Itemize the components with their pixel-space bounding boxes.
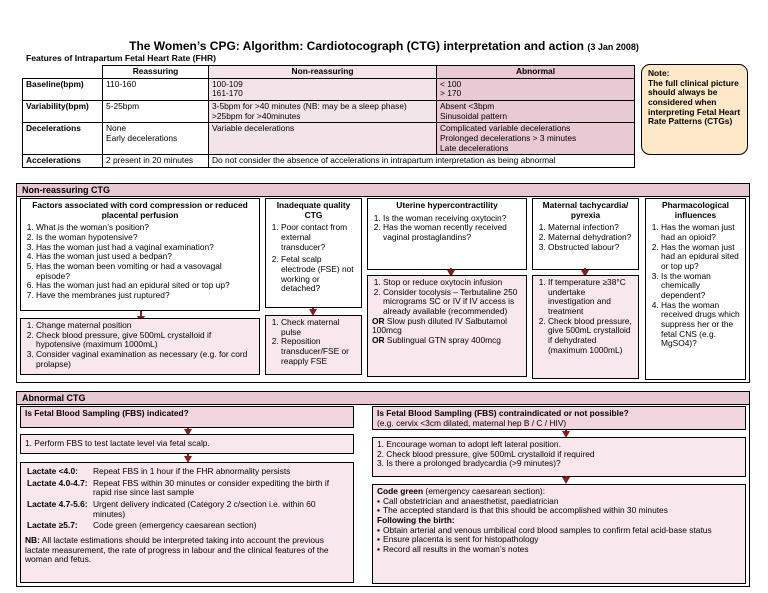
tachy-question-list [537, 223, 634, 252]
title-date: (3 Jan 2008) [587, 42, 639, 52]
quality-question-list [270, 223, 357, 294]
list-item: ▪ The accepted standard is that this should be accomplished within 30 minutes [377, 506, 741, 516]
list-item: ▪ Obtain arterial and venous umbilical cord blood samples to confirm fetal acid-base status [377, 526, 741, 536]
cord-questions-box [20, 198, 260, 311]
table-row [23, 155, 635, 168]
list-item: 2. Is the woman hypotensive? [36, 233, 255, 243]
list-item: 2. Check blood pressure, give 500mL crystalloid if dehydrated (maximum 1000mL) [548, 317, 634, 356]
uterine-or-2: OR Sublingual GTN spray 400mcg [372, 334, 501, 345]
list-item: 1. Is the woman receiving oxytocin? [383, 214, 522, 224]
code-green-list [377, 497, 741, 516]
list-item: 3. Is the woman chemically dependent? [661, 272, 741, 301]
tachy-questions-box [532, 198, 639, 270]
list-item: 1. If temperature ≥38°C undertake investigation and treatment [548, 278, 634, 317]
table-subtitle: Features of Intrapartum Fetal Heart Rate (FHR) [26, 53, 217, 63]
list-item: 3. Consider vaginal examination as necessary (e.g. for cord prolapse) [36, 350, 255, 369]
cell: 110-160 [103, 78, 209, 100]
table-row [23, 78, 635, 100]
list-item: 6. Has the woman just had an epidural sited or top up? [36, 281, 255, 291]
abnormal-heading: Abnormal CTG [16, 391, 750, 405]
lactate-box [20, 462, 354, 583]
fbs-contra-box [372, 406, 746, 430]
fbs-indicated-box: Is Fetal Blood Sampling (FBS) indicated? [20, 406, 354, 428]
following-birth-list [377, 526, 741, 555]
cell: 5-25bpm [103, 100, 209, 122]
uterine-questions-box [367, 198, 527, 270]
list-item: 2. Maternal dehydration? [548, 233, 634, 243]
table-header-row [23, 66, 635, 79]
row-label-decelerations: Decelerations [23, 123, 103, 155]
list-item: 2. Has the woman recently received vaginal prostaglandins? [383, 223, 522, 242]
list-item: 1. Maternal infection? [548, 223, 634, 233]
cord-actions-box [20, 318, 260, 375]
table-row [23, 100, 635, 122]
code-green-box [372, 484, 746, 584]
down-arrow-icon [562, 477, 570, 484]
list-item: 2. Fetal scalp electrode (FSE) not working or detached? [281, 255, 357, 294]
code-green-heading: Code green (emergency caesarean section): [377, 486, 546, 496]
cell: 2 present in 20 minutes [103, 155, 209, 168]
uterine-actions-box [367, 275, 527, 377]
list-item: 4. Has the woman just used a bedpan? [36, 252, 255, 262]
list-item: 3. Obstructed labour? [548, 243, 634, 253]
tachy-actions-box [532, 275, 639, 379]
fbs-contra-title: Is Fetal Blood Sampling (FBS) contraindicated or not possible? [377, 408, 629, 418]
table-row: Lactate ≥5.7: Code green (emergency caesarean section) [27, 520, 257, 531]
header-abnormal: Abnormal [437, 66, 635, 79]
following-birth-heading: Following the birth: [377, 514, 455, 525]
list-item: ▪ Record all results in the woman’s notes [377, 545, 741, 555]
list-item: 1. What is the woman’s position? [36, 223, 255, 233]
cell: Do not consider the absence of accelerations in intrapartum interpretation as being abnormal [209, 155, 635, 168]
uterine-action-list [372, 278, 522, 317]
pharm-title: Pharmacological influences [661, 200, 730, 220]
cord-title: Factors associated with cord compression or reduced placental perfusion [32, 200, 248, 220]
fbs-contra-example: (e.g. cervix <3cm dilated, maternal hep B / C / HIV) [377, 417, 567, 428]
note-label: Note: [648, 68, 670, 78]
page-title [0, 40, 768, 54]
list-item: 1. Change maternal position [36, 321, 255, 331]
title-main: The Women’s CPG: Algorithm: Cardiotocograph (CTG) interpretation and action [129, 39, 585, 53]
list-item: 1. Stop or reduce oxytocin infusion [383, 278, 522, 288]
tachy-action-list [537, 278, 634, 355]
table-row [23, 123, 635, 155]
row-label-accelerations: Accelerations [23, 155, 103, 168]
table-row: Lactate <4.0: Repeat FBS in 1 hour if the FHR abnormality persists [27, 466, 291, 476]
list-item: 5. Has the woman been vomiting or had a vasovagal episode? [36, 262, 255, 281]
quality-actions-box [265, 315, 362, 375]
row-label-variability: Variability(bpm) [23, 100, 103, 122]
cell: Variable decelerations [209, 123, 437, 155]
fhr-table [22, 65, 635, 168]
list-item: 2. Check blood pressure, give 500mL crystalloid if required [377, 448, 595, 459]
list-item: 1. Encourage woman to adopt left lateral position. [377, 439, 561, 449]
list-item: 3. Is there a prolonged bradycardia (>9 minutes)? [377, 458, 561, 469]
cell: Complicated variable decelerations Prolonged decelerations > 3 minutes Late decelerations [437, 123, 635, 155]
list-item: 2. Check blood pressure, give 500mL crystalloid if hypotensive (maximum 1000mL) [36, 331, 255, 350]
header-nonreassuring: Non-reassuring [209, 66, 437, 79]
table-row: Lactate 4.0-4.7: Repeat FBS within 30 minutes or consider expediting the birth if rapid rise since last sample [27, 477, 330, 498]
list-item: ▪ Call obstetrician and anaesthetist, paediatrician [377, 497, 741, 507]
lactate-table [25, 465, 349, 533]
tachy-title: Maternal tachycardia/ pyrexia [542, 200, 629, 220]
fbs-action-box: 1. Perform FBS to test lactate level via fetal scalp. [20, 434, 354, 454]
list-item: 4. Has the woman received drugs which suppress her or the fetal CNS (e.g. MgSO4)? [661, 301, 741, 349]
quality-title: Inadequate quality CTG [276, 200, 351, 220]
list-item: 2. Reposition transducer/FSE or reapply FSE [281, 337, 357, 366]
header-reassuring: Reassuring [103, 66, 209, 79]
quality-action-list [270, 318, 357, 366]
list-item: 2. Consider tocolysis – Terbutaline 250 micrograms SC or IV if IV access is already available (recommended) [383, 288, 522, 317]
cord-action-list [25, 321, 255, 369]
list-item: 1. Check maternal pulse [281, 318, 357, 337]
note-text: The full clinical picture should always be considered when interpreting Fetal Heart Rate Patterns (CTGs) [648, 77, 741, 127]
uterine-title: Uterine hypercontractility [396, 200, 498, 210]
list-item: 7. Have the membranes just ruptured? [36, 291, 255, 301]
pharm-box [645, 198, 746, 380]
quality-questions-box [265, 198, 362, 308]
uterine-or-1: OR Slow push diluted IV Salbutamol 100mcg [372, 315, 508, 336]
cell: 3-5bpm for >40 minutes (NB: may be a sleep phase) >25bpm for >40minutes [209, 100, 437, 122]
list-item: 2. Has the woman just had an epidural sited or top up? [661, 243, 741, 272]
list-item: 1. Poor contact from external transducer? [281, 223, 357, 252]
row-label-baseline: Baseline(bpm) [23, 78, 103, 100]
nb-note: NB: All lactate estimations should be interpreted taking into account the previous lactate measurement, the rate of progress in labour and the clinical features of the woman and fetus. [25, 534, 329, 565]
list-item: 1. Has the woman just had an opioid? [661, 223, 741, 242]
list-item: ▪ Ensure placenta is sent for histopathology [377, 535, 741, 545]
cell: Absent <3bpm Sinusoidal pattern [437, 100, 635, 122]
pharm-question-list [650, 223, 741, 349]
list-item: 3. Has the woman just had a vaginal examination? [36, 243, 255, 253]
nonreassuring-heading: Non-reassuring CTG [16, 183, 750, 197]
cord-question-list [25, 223, 255, 300]
note-box [641, 64, 748, 155]
cell: 100-109 161-170 [209, 78, 437, 100]
table-corner [23, 66, 103, 79]
uterine-question-list [372, 214, 522, 243]
cell: None Early decelerations [103, 123, 209, 155]
contra-actions-box [372, 437, 746, 477]
table-row: Lactate 4.7-5.6: Urgent delivery indicated (Category 2 c/section i.e. within 60 minutes) [27, 498, 316, 519]
cell: < 100 > 170 [437, 78, 635, 100]
